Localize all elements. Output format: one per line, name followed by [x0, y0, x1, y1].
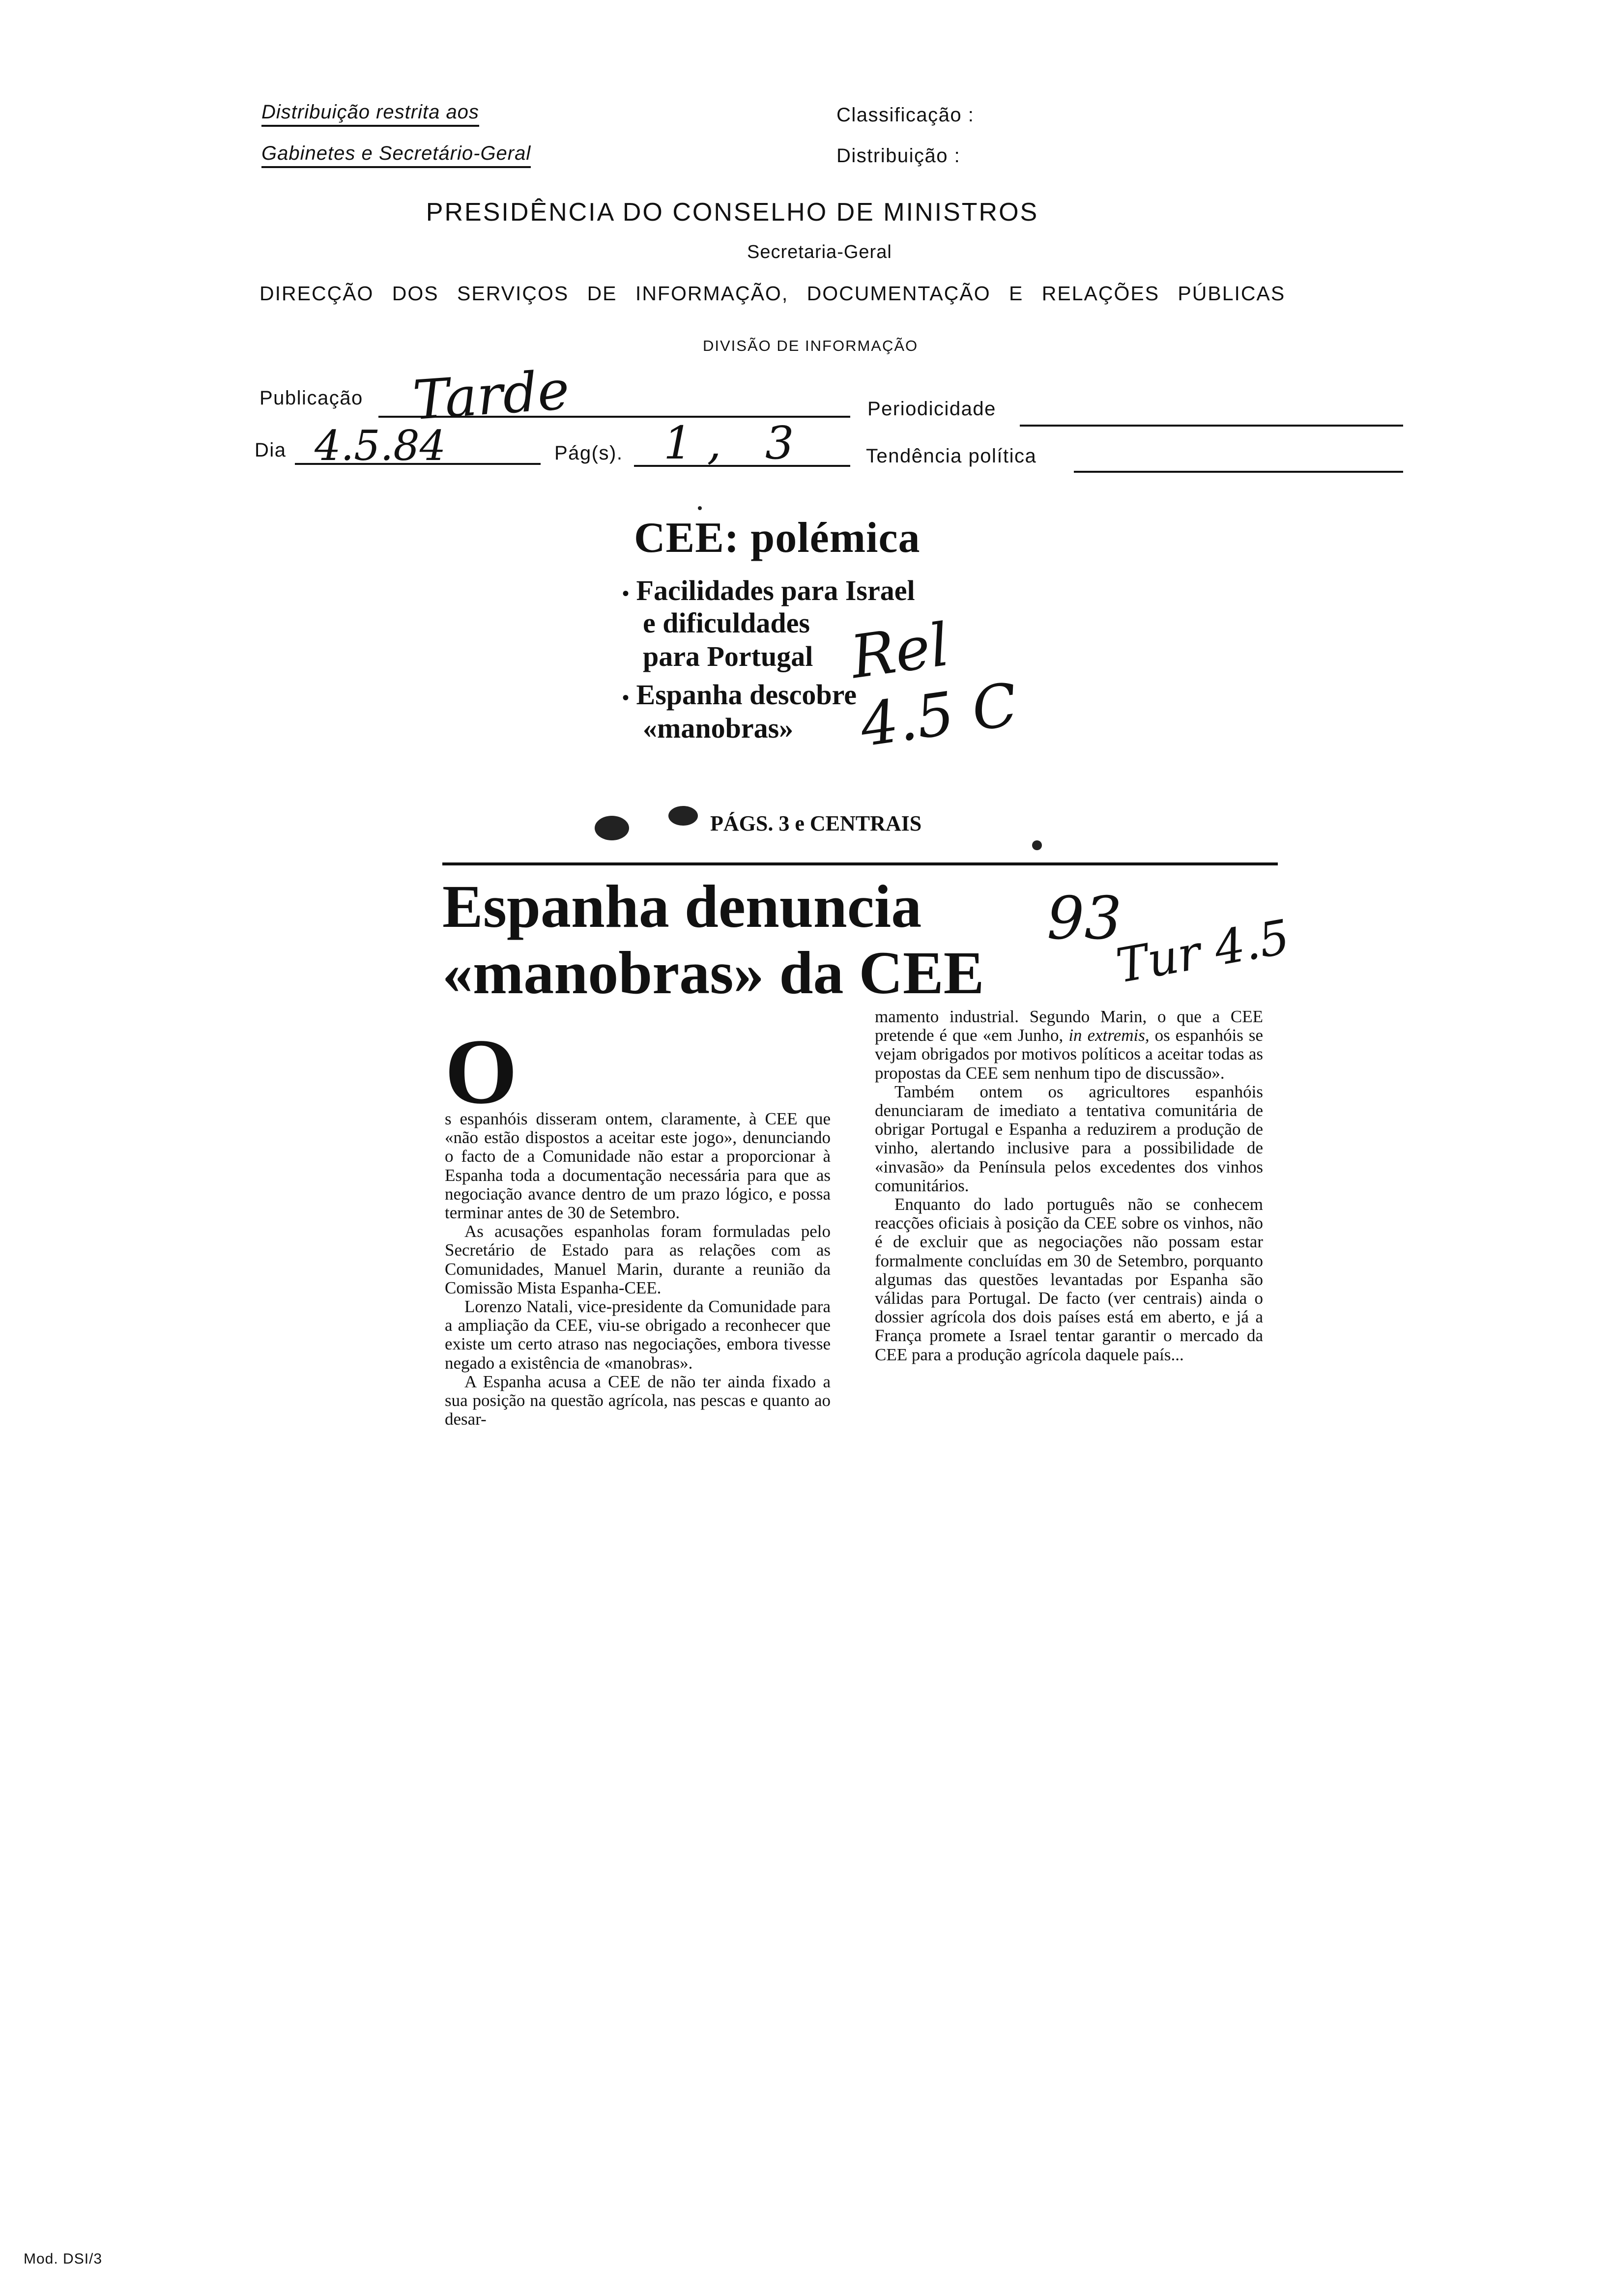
front-bullet-1-line-2: e dificuldades	[643, 607, 810, 639]
front-pages-reference: PÁGS. 3 e CENTRAIS	[710, 811, 922, 835]
article-col1-paragraph-1: s espanhóis disseram ontem, claramente, à CEE que «não estão dispostos a aceitar este jogo», denunciando o facto de a Comunidade não estar a proporcionar à Espanha toda a documentação necessária para que as negociação avance dentro de um prazo lógico, e possa terminar antes de 30 de Setembro.	[445, 1109, 831, 1223]
distribution-restriction-line1: Distribuição restrita aos	[261, 101, 479, 123]
pags-handwritten-value: 1, 3	[663, 417, 809, 469]
article-col1-paragraph-3: Lorenzo Natali, vice-presidente da Comunidade para a ampliação da CEE, viu-se obrigado a reconhecer que existe um certo atraso nas negociações, embora tivesse negado a existência de «manobras».	[445, 1297, 831, 1373]
front-bullet-2-line-2: «manobras»	[643, 712, 794, 744]
office-title: PRESIDÊNCIA DO CONSELHO DE MINISTROS	[426, 198, 1039, 227]
model-reference: Mod. DSI/3	[24, 2251, 103, 2267]
office-subtitle: Secretaria-Geral	[747, 242, 892, 262]
article-margin-note-2: Tur 4.5	[1112, 909, 1294, 994]
front-handwritten-annotation: Rel 4.5 C	[846, 610, 1022, 760]
classificacao-label: Classificação :	[836, 104, 975, 126]
front-headline: CEE: polémica	[634, 514, 921, 562]
article-col2-paragraph-1: mamento industrial. Segundo Marin, o que a CEE pretende é que «em Junho, in extremis, os espanhóis se vejam obrigados por motivos políticos a aceitar todas as propostas da CEE sem nenhum tipo de discussão».	[875, 1007, 1264, 1083]
front-bullet-2-line-1: • Espanha descobre	[622, 679, 857, 711]
distribuicao-label: Distribuição :	[836, 145, 961, 167]
dia-handwritten-value: 4.5.84	[315, 422, 446, 470]
clipping-separator	[442, 862, 1278, 865]
division-line: DIVISÃO DE INFORMAÇÃO	[703, 337, 919, 354]
article-headline-line2: «manobras» da CEE	[442, 939, 984, 1006]
scan-speck	[698, 506, 702, 510]
periodicidade-label: Periodicidade	[867, 398, 996, 420]
article-margin-note-1: 93	[1047, 885, 1122, 953]
tendencia-field-line	[1074, 471, 1403, 473]
scan-speck	[1032, 840, 1042, 850]
distribution-restriction-line2: Gabinetes e Secretário-Geral	[261, 143, 531, 165]
article-column-1	[445, 1020, 831, 1429]
article-col2-paragraph-3: Enquanto do lado português não se conhecem reacções oficiais à posição da CEE sobre os vinhos, não é de excluir que as negociações não possam estar formalmente concluídas em 30 de Setembro, porquanto algumas das questões levantadas por Espanha são válidas para Portugal. De facto (ver centrais) ainda o dossier agrícola dos dois países está em aberto, e já a França promete a Israel tentar garantir o mercado da CEE para a produção agrícola daquele país...	[875, 1195, 1263, 1364]
publicacao-label: Publicação	[259, 387, 363, 409]
scan-speck	[668, 806, 698, 826]
article-headline-line1: Espanha denuncia	[442, 873, 922, 940]
pags-label: Pág(s).	[554, 442, 623, 464]
article-column-2	[875, 1007, 1263, 1364]
periodicidade-field-line	[1020, 425, 1403, 427]
article-col2-paragraph-2: Também ontem os agricultores espanhóis denunciaram de imediato a tentativa comunitária de obrigar Portugal e Espanha a reduzirem a produção de vinho, alertando inclusive para a possibilidade de «invasão» da Península pelos excedentes dos vinhos comunitários.	[875, 1082, 1263, 1195]
front-bullet-1-line-3: para Portugal	[643, 640, 813, 672]
article-col1-paragraph-4: A Espanha acusa a CEE de não ter ainda fixado a sua posição na questão agrícola, nas pescas e quanto ao desar-	[445, 1372, 831, 1429]
article-dropcap: O	[445, 1020, 518, 1123]
dia-label: Dia	[255, 439, 287, 461]
scan-speck	[595, 816, 629, 840]
front-bullet-1-line-1: • Facilidades para Israel	[622, 574, 915, 606]
direction-line: DIRECÇÃO DOS SERVIÇOS DE INFORMAÇÃO, DOCUMENTAÇÃO E RELAÇÕES PÚBLICAS	[259, 282, 1286, 305]
publicacao-handwritten-value: Tarde	[410, 358, 572, 432]
tendencia-label: Tendência política	[866, 445, 1037, 467]
article-col1-paragraph-2: As acusações espanholas foram formuladas pelo Secretário de Estado para as relações com as Comunidades, Manuel Marin, durante a reunião da Comissão Mista Espanha-CEE.	[445, 1222, 831, 1297]
